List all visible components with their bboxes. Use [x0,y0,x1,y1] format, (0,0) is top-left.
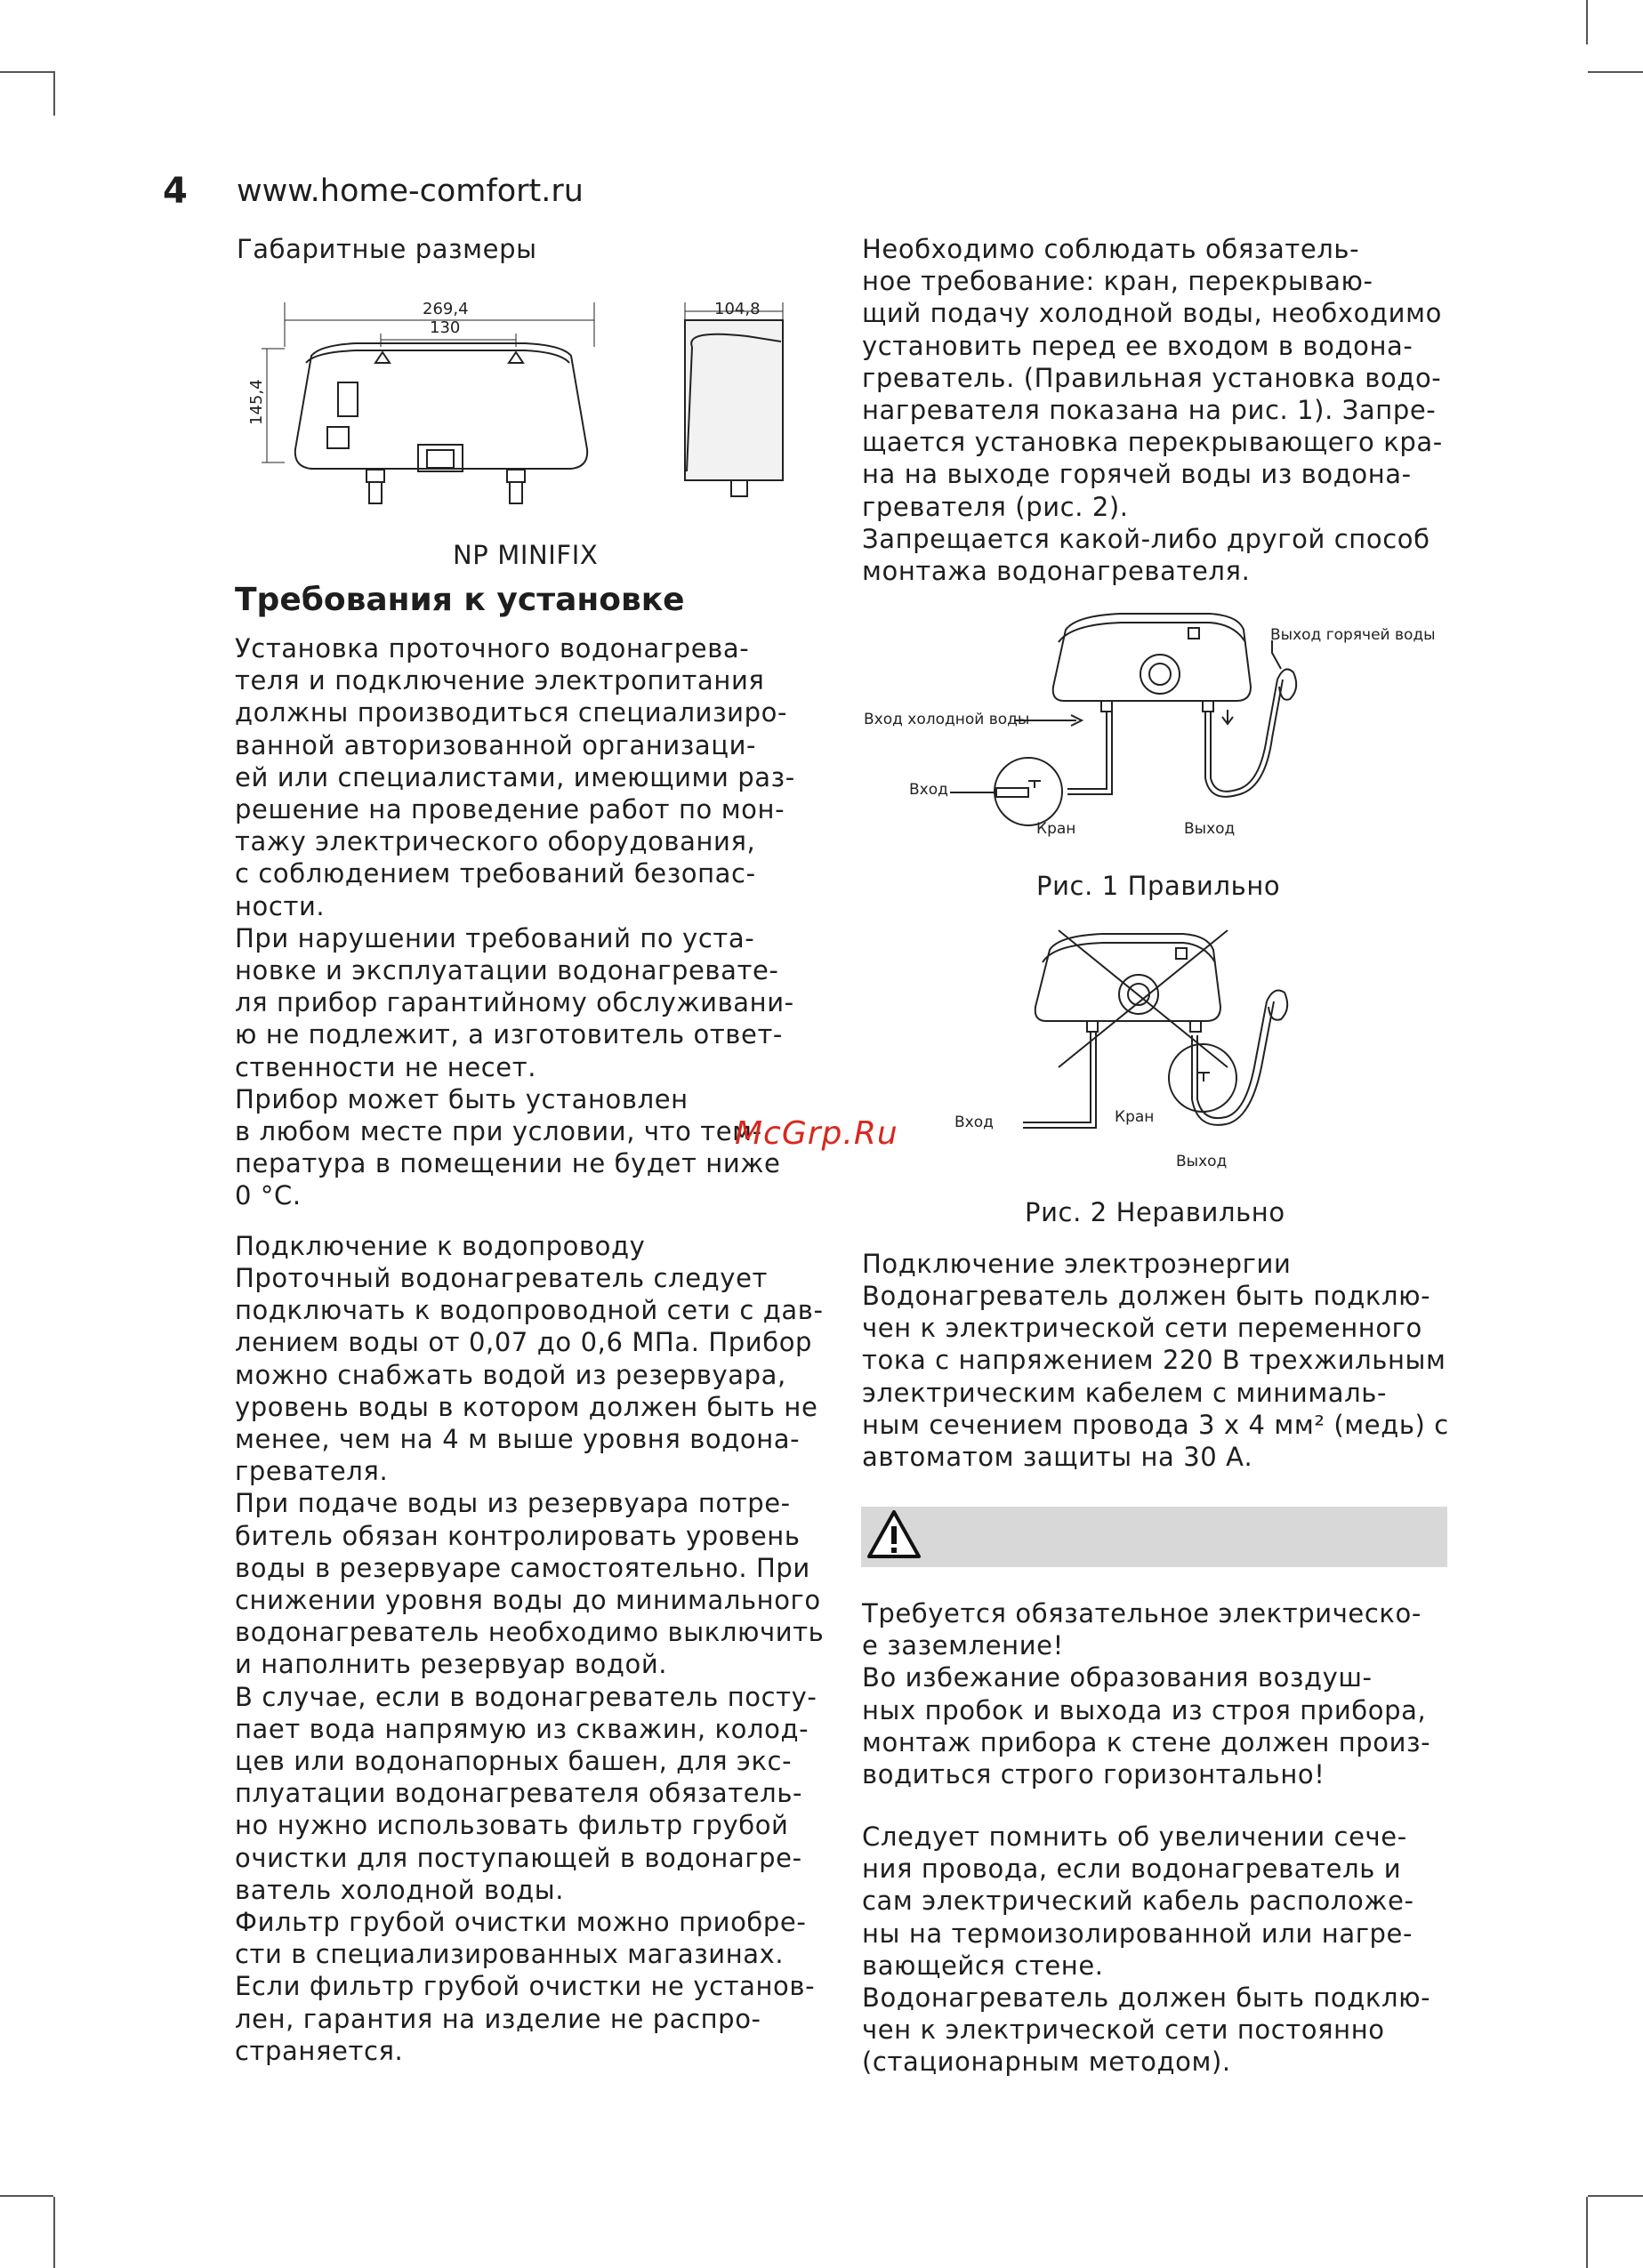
fig2-inlet-label: Вход [954,1114,994,1131]
electric-text: Водонагреватель должен быть подклю- чен к электрической сети переменного тока с напряжением 220 В трехжильным электрическим кабелем с минималь- ным сечением провода 3 х 4 мм² (медь) с автоматом защиты на 30 А. [862,1281,1449,1473]
electric-subheading: Подключение электроэнергии [862,1249,1292,1279]
crop-mark [53,2197,55,2268]
crop-mark [0,71,53,73]
figure-2-diagram [943,925,1334,1174]
figure-2-caption: Рис. 2 Неравильно [1025,1197,1285,1227]
water-subheading: Подключение к водопроводу [235,1231,646,1261]
side-view [685,302,783,496]
model-name: NP MINIFIX [453,540,599,570]
crop-mark [1586,2197,1588,2268]
fig2-outlet-label: Выход [1176,1153,1228,1170]
front-view [262,302,594,503]
crop-mark [0,2195,53,2197]
warning-bar [861,1507,1447,1567]
watermark: McGrp.Ru [735,1115,898,1152]
fig1-outlet-label: Выход [1184,820,1236,838]
valve-text: Необходимо соблюдать обязатель- ное требование: кран, перекрываю- щий подачу холодной воды, необходимо установить перед ее входом в водона- греватель. (Правильная установка водо- нагревателя показана на рис. 1). Запре- щается установка перекрывающего кра- на на выходе горячей воды из водона- гревателя (рис. 2). Запрещается какой-либо другой способ монтажа водонагревателя. [862,234,1443,587]
warning-icon [866,1508,922,1560]
crop-mark [1586,0,1588,44]
site-url[interactable]: www.home-comfort.ru [237,173,584,209]
crop-mark [1588,71,1643,73]
width-dimension: 269,4 [423,300,469,318]
cable-text: Следует помнить об увеличении сече- ния провода, если водонагреватель и сам электрический кабель расположе- ны на термоизолированной или нагре- вающейся стене. Водонагреватель должен быть подклю- чен к электрической сети постоянно (стационарным методом). [862,1822,1431,2078]
fig2-valve-label: Кран [1115,1108,1155,1126]
grounding-text: Требуется обязательное электрическо- е заземление! Во избежание образования воздуш- ных пробок и выхода из строя прибора, монтаж прибора к стене должен произ- водиться строго горизонтально! [862,1598,1431,1790]
installation-text: Установка проточного водонагрева- теля и подключение электропитания должны производиться специализиро- ванной авторизованной организаци- ей или специалистами, имеющими раз- решение на проведение работ по мон- тажу электрического оборудования, с соблюдением требований безопас- ности. При нарушении требований по уста- новке и эксплуатации водонагревате- ля прибор гарантийному обслуживани- ю не подлежит, а изготовитель ответ- ственности не несет. Прибор может быть установлен в любом месте при условии, что тем- пература в помещении не будет ниже 0 °С. [235,633,795,1211]
water-text: Проточный водонагреватель следует подключать к водопроводной сети с дав- лением воды от 0,07 до 0,6 МПа. Прибор можно снабжать водой из резервуара, уровень воды в котором должен быть не менее, чем на 4 м выше уровня водона- гревателя. При подаче воды из резервуара потре- битель обязан контролировать уровень воды в резервуаре самостоятельно. При снижении уровня воды до минимального водонагреватель необходимо выключить и наполнить резервуар водой. В случае, если в водонагреватель посту- пает вода напрямую из скважин, колод- цев или водонапорных башен, для экс- плуатации водонагревателя обязатель- но нужно использовать фильтр грубой очистки для поступающей в водонагре- ватель холодной воды. Фильтр грубой очистки можно приобре- сти в специализированных магазинах. Если фильтр грубой очистки не установ- лен, гарантия на изделие не распро- страняется. [235,1263,825,2066]
fig1-inlet-label: Вход [909,781,948,799]
fig1-valve-label: Кран [1036,820,1076,838]
crop-mark [1588,2195,1643,2197]
hot-water-outlet-label: Выход горячей воды [1270,626,1436,644]
depth-dimension: 104,8 [714,300,761,318]
height-dimension: 145,4 [247,379,266,425]
figure-1-caption: Рис. 1 Правильно [1036,871,1281,901]
dimensions-title: Габаритные размеры [237,234,537,264]
page-number: 4 [163,171,188,212]
cold-water-inlet-label: Вход холодной воды [864,711,1030,728]
mount-dimension: 130 [430,318,461,337]
section-heading: Требования к установке [235,582,685,618]
dimensions-drawing [249,294,818,543]
crop-mark [53,71,55,116]
